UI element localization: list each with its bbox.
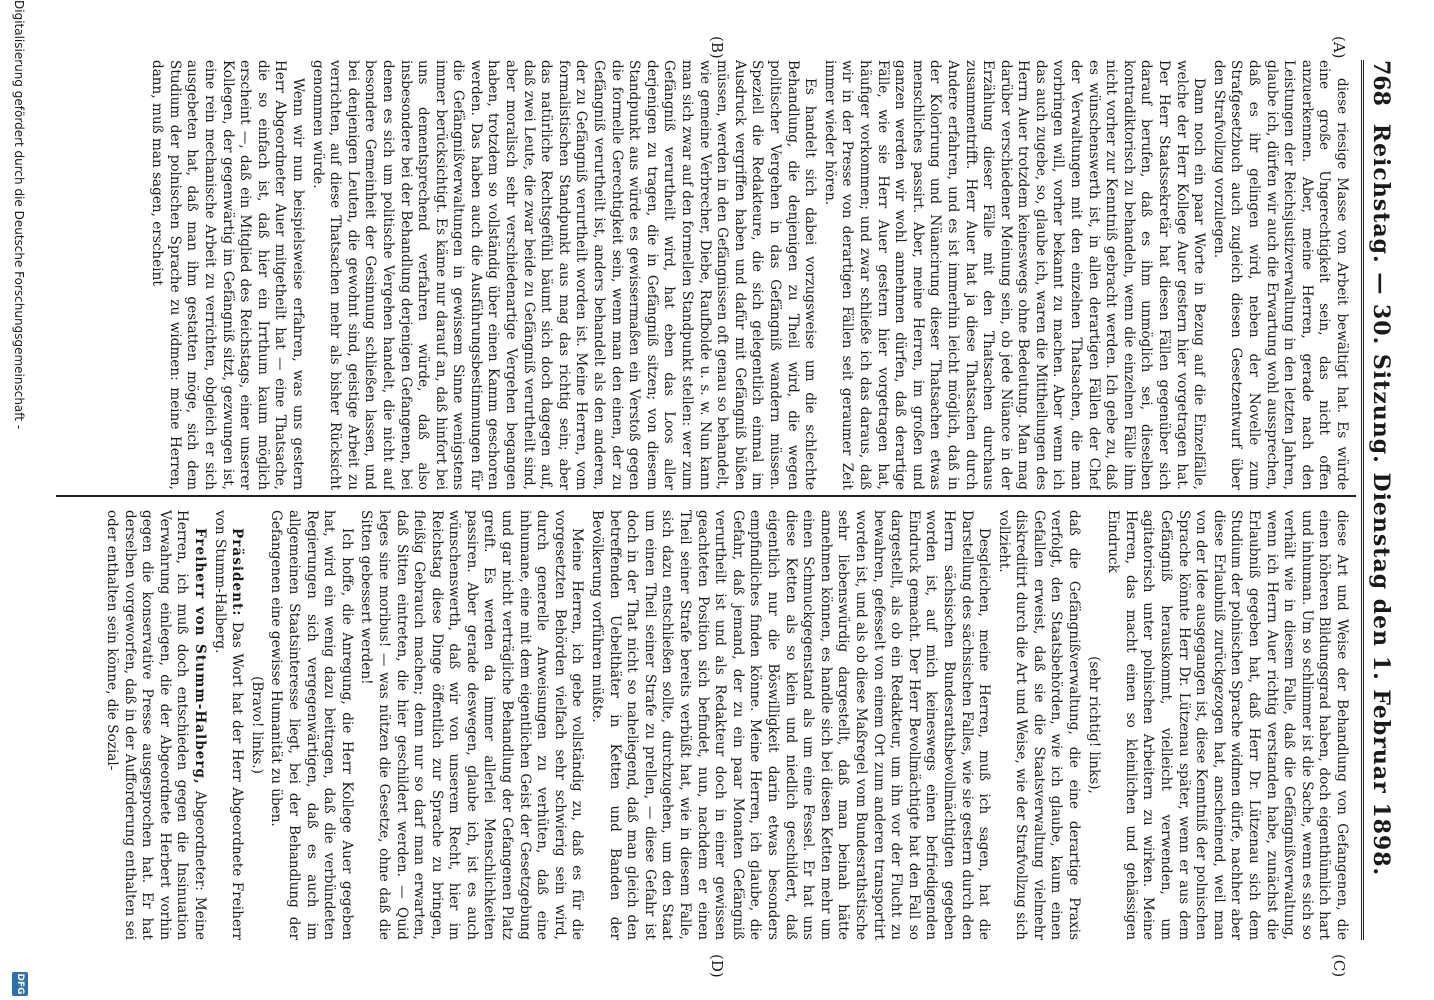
left-column: [60, 60, 1350, 490]
digitization-credit: Digitalisierung gefördert durch die Deutsche Forschungsgemeinschaft -: [12, 0, 26, 430]
margin-marker-b: (B): [708, 36, 726, 59]
interjection: (Bravo! links.): [248, 676, 265, 774]
stumm-paragraph: [102, 510, 208, 940]
interjection: (sehr richtig! links),: [1085, 656, 1102, 794]
stumm-text: Abgeordneter: Meine Herren, ich muß doch entschieden gegen die Insinuation Verwahrung einlegen, die der Abgeordnete Herbert vorhin gegen die konservative Presse ausgesprochen hat. Er hat derselben vorgeworfen, daß in der Aufforderung enthalten sei oder enthalten sein könne, die Sozial-: [104, 510, 208, 940]
right-column: [60, 510, 1350, 940]
paragraph: Es handelt sich dabei vorzugsweise um die schlechte Behandlung, die denjenigen zu Theil wird, die wegen politischer Vergehen in das Gefängniß wandern müssen. Speziell die Redakteure, die sich gelegentlich einmal im Ausdruck vergriffen haben und dafür mit Gefängniß büßen müssen, werden in den Gefängnissen oft genau so behandelt, wie gemeine Verbrecher, Diebe, Raufbolde u. s. w. Nun kann man sich zwar auf den formellen Standpunkt stellen: wer zum Gefängniß verurtheilt wird, hat eben das Loos aller derjenigen zu tragen, die in Gefängniß sitzen; von diesem Standpunkt aus würde es gewissermaßen ein Verstoß gegen die formelle Gerechtigkeit sein, wenn man den einen, der zu Gefängniß verurtheilt ist, anders behandelt als den anderen, der zu Gefängniß verurtheilt worden ist. Meine Herren, vom formalistischen Standpunkt aus mag das richtig sein; aber das natürliche Rechtsgefühl bäumt sich doch dagegen auf, daß zwei Leute, die zwar beide zu Gefängniß verurtheilt sind, aber moralisch sehr verschiedenartige Vergehen begangen haben, trotzdem so vollständig über einen Kamm geschoren werden. Das haben auch die Ausführungsbestimmungen für die Gefängnißverwaltungen in gewissem Sinne wenigstens immer berücksichtigt. Es käme nur darauf an, daß hinfort bei uns dementsprechend verfahren würde, daß also insbesondere bei der Behandlung derjenigen Gefangenen, bei denen es sich um politische Vergehen handelt, die nicht auf besondere Gemeinheit der Gesinnung schließen lassen, und bei denjenigen Leuten, die gewohnt sind, geistige Arbeit zu verrichten, auf diese Thatsachen mehr als bisher Rücksicht genommen würde.: [309, 60, 819, 490]
margin-marker-d: (D): [708, 954, 726, 978]
paragraph: Desgleichen, meine Herren, muß ich sagen, hat die Darstellung des sächsischen Falles, wie sie gestern durch den Herrn sächsischen Bundesrathsbevollmächtigten gegeben worden ist, auf mich keineswegs einen befriedigenden Eindruck gemacht. Der Herr Bevollmächtigte hat den Fall so dargestellt, als ob ein Redakteur, um ihn vor der Flucht zu bewahren, gefesselt von einem Ort zum anderen transportirt worden ist, und als ob diese Maßregel vom Bundesrathstische sehr liebenswürdig dargestellt, daß man beinah hätte annehmen können, es handle sich bei diesen Ketten mehr um einen Schmuckgegenstand als um eine Fessel. Er hat uns diese Ketten als so klein und niedlich geschildert, daß eigentlich nur die Böswilligkeit darin etwas besonders empfindliches finden könne. Meine Herren, ich glaube, die Gefahr, daß jemand, der zu ein paar Monaten Gefängniß verurtheilt ist und als Redakteur doch in einer gewissen geachteten Position sich befindet, nun, nachdem er einen Theil seiner Strafe bereits verbüßt hat, wie in diesem Falle, sich dazu entschließen sollte, durchzugehen, um den Staat um einen Theil seiner Strafe zu prellen, — diese Gefahr ist doch in der That nicht so naheliegend, daß man gleich den betreffenden Uebelthäter in Ketten und Banden der Bevölkerung vorführen müßte.: [589, 510, 993, 940]
footer: [6, 0, 30, 1000]
paragraph: daß die Gefängnißverwaltung, die eine derartige Praxis verfolgt, den Staatsbehörden, wie ich glaube, kaum einen Gefallen erweist, daß sie die Staatsverwaltung vielmehr diskreditirt durch die Art und Weise, wie der Strafvollzug sich vollzieht.: [995, 510, 1083, 940]
dfg-logo: DFG: [12, 972, 28, 996]
speaker-stumm: Freiherr von Stumm-Halberg,: [192, 528, 208, 785]
margin-marker-a: (A): [1330, 36, 1348, 59]
speaker-president: Präsident:: [229, 528, 246, 617]
paragraph: Meine Herren, ich gebe vollständig zu, daß es für die vorgesetzten Behörden vielfach sehr schwierig sein wird, durch generelle Anweisungen zu verhüten, daß eine inhumane, eine mit dem eigentlichen Geist der Gesetzgebung und gar nicht verträgliche Behandlung der Gefangenen Platz greift. Es werden da immer allerlei Menschlichkeiten passiren. Aber gerade deswegen, glaube ich, ist es auch wünschenswerth, daß wir von unserem Recht, hier im Reichstag diese Dinge öffentlich zur Sprache zu bringen, fleißig Gebrauch machen; denn nur so darf man erwarten, daß Sitten eintreten, die hier geschildert werden. — Quid leges sine moribus! — was nützen die Gesetze, ohne daß die Sitten gebessert werden!: [358, 510, 586, 940]
margin-marker-c: (C): [1330, 954, 1348, 978]
paragraph: Ich hoffe, die Anregung, die Herr Kollege Auer gegeben hat, wird ein wenig dazu beitragen, daß die verbündeten Regierungen sich vergegenwärtigen, daß es auch im allgemeinen Staatsinteresse liegt, bei der Behandlung der Gefangenen eine gewisse Humanität zu üben.: [268, 510, 355, 940]
page-number: 768: [1368, 60, 1394, 106]
page-header: [1361, 60, 1398, 940]
president-text: Das Wort hat der Herr Abgeordnete Freiherr von Stumm-Halberg.: [211, 510, 246, 940]
paragraph: diese Art und Weise der Behandlung von Gefangenen, die einen höheren Bildungsgrad haben, doch eigenthümlich hart und inhuman. Um so schlimmer ist die Sache, wenn es sich so verhält wie in diesem Falle, daß die Gefängnißverwaltung, wenn ich Herrn Auer richtig verstanden habe, zunächst die Erlaubniß gegeben hat, daß Herr Dr. Lützenau sich dem Studium der polnischen Sprache widmen dürfe, nachher aber diese Erlaubniß zurückgezogen hat, anscheinend, weil man von der Idee ausgegangen ist, diese Kenntniß der polnischen Sprache könnte Herr Dr. Lützenau später, wenn er aus dem Gefängniß herauskommt, vielleicht verwenden, um agitatorisch unter polnischen Arbeitern zu wirken. Meine Herren, das macht einen so kleinlichen und gehässigen Eindruck: [1105, 510, 1350, 940]
president-paragraph: [210, 510, 245, 940]
paragraph: Wenn wir nun beispielsweise erfahren, was uns gestern Herr Abgeordneter Auer mitgetheilt hat — eine Thatsache, die so einfach ist, daß hier ein Irrthum kaum möglich erscheint —, daß ein Mitglied des Reichstags, einer unserer Kollegen, der gegenwärtig im Gefängniß sitzt, gezwungen ist, eine rein mechanische Arbeit zu verrichten, obgleich er sich ausgebeten hat, daß man ihm gestatten möge, sich dem Studium der polnischen Sprache zu widmen: meine Herren, dann, muß man sagen, erscheint: [149, 60, 306, 490]
column-divider: [56, 495, 1356, 497]
paragraph: Dann noch ein paar Worte in Bezug auf die Einzelfälle, welche der Herr Kollege Auer gestern hier vorgetragen hat. Der Herr Staatssekretär hat diesen Fällen gegenüber sich darauf berufen, daß es ihm unmöglich sei, dieselben kontradiktorisch zu behandeln, wenn die einzelnen Fälle ihm nicht vorher zur Kenntniß gebracht werden. Ich gebe zu, daß es wünschenswerth ist, in allen derartigen Fällen der Chef der Verwaltungen mit den einzelnen Thatsachen, die man vorbringen will, vorher bekannt zu machen. Aber wenn ich das auch zugebe, so, glaube ich, waren die Mittheilungen des Herrn Auer trotzdem keineswegs ohne Bedeutung. Man mag darüber verschiedener Meinung sein, ob jede Nüance in der Erzählung dieser Fälle mit den Thatsachen durchaus zusammentrifft. Herr Auer hat ja diese Thatsachen durch Andere erfahren, und es ist immerhin leicht möglich, daß in der Kolorirung und Nüancirung dieser Thatsachen etwas menschliches passirt. Aber, meine Herren, im großen und ganzen werden wir wohl annehmen dürfen, daß derartige Fälle, wie sie Herr Auer gestern hier vorgetragen hat, häufiger vorkommen; und zwar schließe ich das daraus, daß wir in der Presse von derartigen Fällen seit geraumer Zeit immer wieder hören.: [821, 60, 1208, 490]
paragraph: diese riesige Masse von Arbeit bewältigt hat. Es würde eine große Ungerechtigkeit sein, das nicht offen anzuerkennen. Aber, meine Herren, gerade nach den Leistungen der Reichsjustizverwaltung in den letzten Jahren, glaube ich, dürfen wir auch die Erwartung wohl aussprechen, daß es ihr gelingen wird, neben der Novelle zum Strafgesetzbuch auch zugleich diesen Gesetzentwurf über den Strafvollzug vorzulegen.: [1210, 60, 1350, 490]
running-title: Reichstag. — 30. Sitzung. Dienstag den 1. Februar 1898.: [1368, 123, 1394, 877]
